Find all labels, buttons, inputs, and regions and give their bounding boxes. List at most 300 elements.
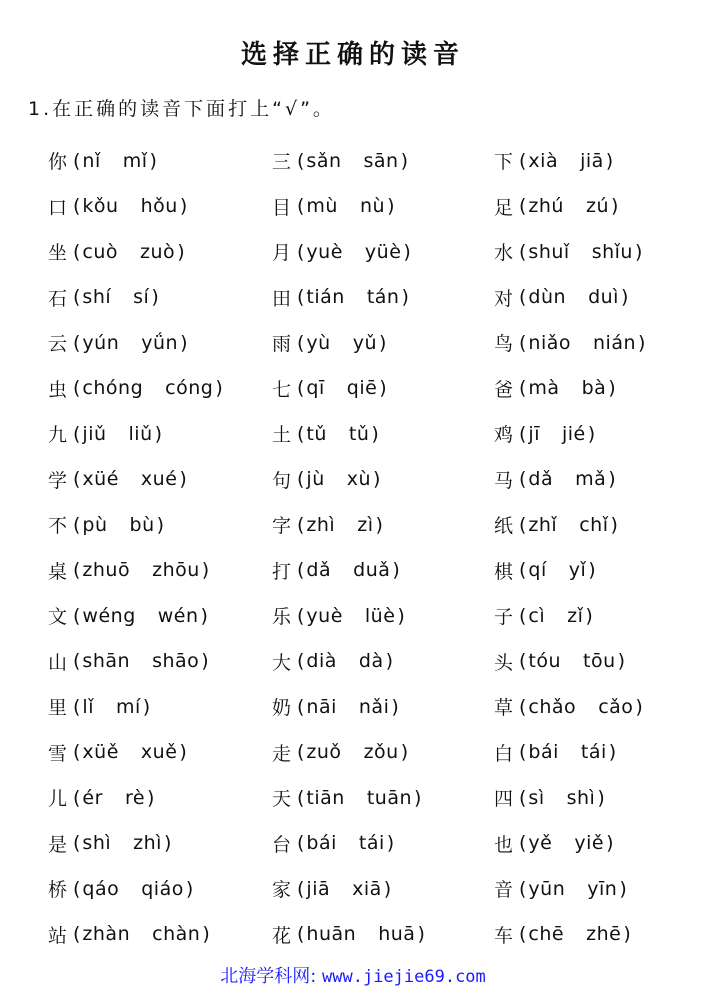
reading-option-b[interactable]: chàn [152,923,201,946]
open-paren: ( [73,786,81,809]
footer-site-name: 北海学科网: [220,966,317,987]
character: 走 [272,742,292,765]
open-paren: ( [297,832,305,855]
character: 四 [494,788,514,811]
reading-option-a[interactable]: sì [528,786,545,809]
reading-option-b[interactable]: bù [129,513,155,536]
character: 坐 [48,242,68,265]
pinyin-item [272,275,494,321]
character: 音 [494,879,514,902]
reading-option-b[interactable]: mǐ [122,149,148,172]
close-paren: ) [397,604,405,627]
pinyin-item [494,775,688,821]
pinyin-item [494,548,688,594]
close-paren: ) [400,149,409,172]
reading-option-b[interactable]: nǎi [358,695,390,718]
reading-option-b[interactable]: duǎ [353,559,391,582]
reading-option-a[interactable]: zhì [306,513,336,536]
character: 花 [272,924,292,947]
reading-option-a[interactable]: jù [306,468,325,491]
pinyin-item [494,730,688,776]
reading-option-b[interactable]: liǔ [128,422,153,445]
character: 学 [48,469,68,492]
open-paren: ( [519,286,527,309]
close-paren: ) [373,468,381,491]
pinyin-item [48,684,272,730]
close-paren: ) [608,741,617,764]
reading-option-b[interactable]: huā [378,923,416,946]
reading-option-a[interactable]: jiā [306,877,331,900]
reading-option-a[interactable]: bái [306,832,337,855]
open-paren: ( [519,695,527,718]
open-paren: ( [519,650,527,673]
character: 奶 [272,697,292,720]
reading-option-b[interactable]: xué [140,468,178,491]
character: 乐 [272,606,292,629]
reading-option-b[interactable]: xuě [140,741,178,764]
reading-option-b[interactable]: tǔ [348,422,370,445]
open-paren: ( [297,741,305,764]
reading-option-b[interactable]: sān [363,149,399,172]
character: 目 [272,196,292,219]
reading-option-a[interactable]: zhàn [82,923,131,946]
pinyin-item [48,366,272,412]
pinyin-item [272,411,494,457]
character: 站 [48,924,68,947]
character: 儿 [48,788,68,811]
pinyin-item [272,730,494,776]
close-paren: ) [385,650,394,673]
close-paren: ) [635,695,643,718]
open-paren: ( [519,331,527,354]
pinyin-item [48,821,272,867]
character: 大 [272,651,292,674]
open-paren: ( [297,513,305,536]
open-paren: ( [73,195,81,218]
open-paren: ( [73,604,81,627]
reading-option-a[interactable]: chóng [82,377,144,400]
open-paren: ( [73,923,81,946]
reading-option-b[interactable]: tuān [366,786,413,809]
reading-option-b[interactable]: mí [115,695,141,718]
reading-option-a[interactable]: dùn [528,286,567,309]
character: 对 [494,287,514,310]
pinyin-item [272,457,494,503]
reading-option-a[interactable]: nǐ [82,149,101,172]
character: 三 [272,151,292,174]
reading-option-b[interactable]: jié [561,422,586,445]
close-paren: ) [623,923,631,946]
reading-option-b[interactable]: zuò [140,240,176,263]
character: 天 [272,788,292,811]
open-paren: ( [297,559,305,582]
open-paren: ( [73,286,81,309]
open-paren: ( [73,331,81,354]
reading-option-b[interactable]: tái [358,832,385,855]
reading-option-a[interactable]: tiān [306,786,345,809]
reading-option-b[interactable]: shǐu [591,240,633,263]
character: 字 [272,515,292,538]
reading-option-b[interactable]: zú [585,195,609,218]
reading-option-b[interactable]: dà [358,650,384,673]
close-paren: ) [597,786,605,809]
reading-option-a[interactable]: tóu [528,650,562,673]
open-paren: ( [519,240,527,263]
open-paren: ( [519,741,527,764]
pinyin-item [272,138,494,184]
close-paren: ) [201,559,210,582]
character: 白 [494,742,514,765]
close-paren: ) [185,877,194,900]
reading-option-b[interactable]: bà [581,377,607,400]
close-paren: ) [617,650,626,673]
reading-option-b[interactable]: xù [346,468,372,491]
reading-option-a[interactable]: sǎn [306,149,342,172]
character: 月 [272,242,292,265]
reading-option-b[interactable]: nù [359,195,386,218]
close-paren: ) [638,331,646,354]
reading-option-a[interactable]: qī [306,377,325,400]
reading-option-b[interactable]: tái [580,741,607,764]
pinyin-item [48,457,272,503]
character: 是 [48,833,68,856]
reading-option-a[interactable]: dià [306,650,337,673]
pinyin-item [48,548,272,594]
pinyin-item [272,366,494,412]
close-paren: ) [619,877,627,900]
reading-option-a[interactable]: cì [528,604,546,627]
character: 口 [48,196,68,219]
close-paren: ) [387,195,395,218]
reading-option-b[interactable]: yīn [587,877,618,900]
open-paren: ( [519,832,527,855]
open-paren: ( [73,513,81,536]
pinyin-grid [48,138,688,957]
reading-option-a[interactable]: shì [82,832,112,855]
open-paren: ( [519,422,527,445]
close-paren: ) [179,195,188,218]
reading-option-a[interactable]: mà [528,377,560,400]
open-paren: ( [519,877,527,900]
character: 桌 [48,560,68,583]
close-paren: ) [605,149,614,172]
character: 头 [494,651,514,674]
pinyin-item [48,775,272,821]
open-paren: ( [73,877,81,900]
pinyin-item [494,366,688,412]
character: 纸 [494,515,514,538]
character: 家 [272,879,292,902]
reading-option-b[interactable]: qiē [346,377,378,400]
pinyin-item [494,457,688,503]
close-paren: ) [379,331,387,354]
character: 你 [48,151,68,174]
character: 也 [494,833,514,856]
reading-option-a[interactable]: yù [306,331,331,354]
reading-option-a[interactable]: chǎo [528,695,577,718]
pinyin-item [494,184,688,230]
pinyin-item [48,639,272,685]
reading-option-a[interactable]: shān [82,650,131,673]
footer-url[interactable]: www.jiejie69.com [322,967,486,987]
character: 土 [272,424,292,447]
reading-option-a[interactable]: xüé [82,468,119,491]
reading-option-a[interactable]: tǔ [306,422,327,445]
character: 子 [494,606,514,629]
reading-option-a[interactable]: xüě [82,741,119,764]
reading-option-a[interactable]: bái [528,741,559,764]
open-paren: ( [73,422,81,445]
reading-option-a[interactable]: kǒu [82,195,119,218]
open-paren: ( [297,240,305,263]
open-paren: ( [73,832,81,855]
reading-option-a[interactable]: yūn [528,877,566,900]
pinyin-item [48,502,272,548]
close-paren: ) [371,422,379,445]
reading-option-a[interactable]: qí [528,559,547,582]
close-paren: ) [383,877,392,900]
reading-option-a[interactable]: mù [306,195,338,218]
pinyin-item [494,912,688,958]
character: 云 [48,333,68,356]
reading-option-b[interactable]: chǐ [579,513,609,536]
reading-option-a[interactable]: zhuō [82,559,131,582]
close-paren: ) [179,468,187,491]
reading-option-a[interactable]: qáo [82,877,120,900]
close-paren: ) [215,377,223,400]
close-paren: ) [386,832,395,855]
close-paren: ) [588,559,596,582]
close-paren: ) [587,422,596,445]
reading-option-a[interactable]: pù [82,513,108,536]
pinyin-item [272,775,494,821]
close-paren: ) [608,468,616,491]
reading-option-a[interactable]: yě [528,832,553,855]
reading-option-b[interactable]: tán [366,286,400,309]
reading-option-a[interactable]: niǎo [528,331,572,354]
open-paren: ( [297,286,305,309]
character: 爸 [494,378,514,401]
reading-option-b[interactable]: lüè [364,604,396,627]
pinyin-item [494,866,688,912]
pinyin-item [272,593,494,639]
pinyin-item [494,411,688,457]
reading-option-a[interactable]: yuè [306,240,343,263]
open-paren: ( [73,377,81,400]
open-paren: ( [73,149,81,172]
character: 七 [272,378,292,401]
reading-option-b[interactable]: duì [588,286,619,309]
reading-option-a[interactable]: chē [528,923,565,946]
reading-option-b[interactable]: zì [357,513,374,536]
reading-option-b[interactable]: cóng [165,377,214,400]
close-paren: ) [202,923,210,946]
pinyin-item [48,411,272,457]
close-paren: ) [401,286,409,309]
open-paren: ( [73,741,81,764]
close-paren: ) [610,513,618,536]
close-paren: ) [585,604,593,627]
footer [0,962,706,988]
reading-option-b[interactable]: xiā [352,877,382,900]
open-paren: ( [73,650,81,673]
pinyin-item [272,229,494,275]
open-paren: ( [519,377,527,400]
character: 水 [494,242,514,265]
close-paren: ) [606,832,614,855]
close-paren: ) [147,786,155,809]
reading-option-b[interactable]: tōu [583,650,616,673]
reading-option-b[interactable]: zǒu [363,741,399,764]
reading-option-b[interactable]: yǐ [568,559,587,582]
reading-option-b[interactable]: zhì [133,832,162,855]
character: 雨 [272,333,292,356]
reading-option-a[interactable]: yún [82,331,120,354]
character: 里 [48,697,68,720]
open-paren: ( [297,468,305,491]
character: 桥 [48,879,68,902]
character: 马 [494,469,514,492]
close-paren: ) [154,422,163,445]
character: 棋 [494,560,514,583]
character: 雪 [48,742,68,765]
reading-option-a[interactable]: zuǒ [306,741,342,764]
close-paren: ) [177,240,185,263]
pinyin-item [494,593,688,639]
open-paren: ( [519,786,527,809]
close-paren: ) [400,741,409,764]
reading-option-a[interactable]: cuò [82,240,119,263]
open-paren: ( [73,695,81,718]
close-paren: ) [379,377,387,400]
reading-option-a[interactable]: shuǐ [528,240,570,263]
open-paren: ( [519,559,527,582]
reading-option-b[interactable]: cǎo [598,695,634,718]
reading-option-a[interactable]: zhú [528,195,564,218]
open-paren: ( [297,650,305,673]
character: 下 [494,151,514,174]
open-paren: ( [297,923,305,946]
character: 打 [272,560,292,583]
reading-option-b[interactable]: yǘn [141,331,179,354]
close-paren: ) [375,513,383,536]
close-paren: ) [180,331,188,354]
pinyin-item [48,730,272,776]
pinyin-item [494,138,688,184]
reading-option-a[interactable]: jī [528,422,540,445]
open-paren: ( [297,604,305,627]
reading-option-a[interactable]: shí [82,286,112,309]
reading-option-b[interactable]: yǔ [352,331,378,354]
pinyin-item [48,138,272,184]
reading-option-a[interactable]: lǐ [82,695,94,718]
open-paren: ( [73,240,81,263]
pinyin-item [494,684,688,730]
reading-option-a[interactable]: yuè [306,604,343,627]
character: 文 [48,606,68,629]
reading-option-b[interactable]: hǒu [140,195,178,218]
reading-option-b[interactable]: wén [157,604,199,627]
open-paren: ( [519,604,527,627]
pinyin-item [494,502,688,548]
close-paren: ) [392,559,400,582]
reading-option-a[interactable]: ér [82,786,103,809]
close-paren: ) [391,695,399,718]
close-paren: ) [200,604,208,627]
character: 足 [494,196,514,219]
close-paren: ) [156,513,165,536]
close-paren: ) [149,149,157,172]
character: 山 [48,651,68,674]
reading-option-b[interactable]: zhē [586,923,622,946]
reading-option-b[interactable]: yiě [574,832,605,855]
open-paren: ( [73,468,81,491]
open-paren: ( [519,149,527,172]
reading-option-b[interactable]: shāo [152,650,200,673]
reading-option-b[interactable]: shì [566,786,596,809]
reading-option-a[interactable]: jiǔ [82,422,107,445]
close-paren: ) [201,650,209,673]
close-paren: ) [151,286,159,309]
open-paren: ( [297,149,305,172]
pinyin-item [494,821,688,867]
close-paren: ) [142,695,151,718]
character: 台 [272,833,292,856]
pinyin-item [494,320,688,366]
reading-option-a[interactable]: wéng [82,604,136,627]
pinyin-item [272,502,494,548]
open-paren: ( [519,195,527,218]
reading-option-b[interactable]: yüè [364,240,402,263]
reading-option-a[interactable]: nāi [306,695,337,718]
reading-option-a[interactable]: dǎ [528,468,554,491]
pinyin-item [272,684,494,730]
reading-option-a[interactable]: tián [306,286,345,309]
pinyin-item [48,866,272,912]
reading-option-b[interactable]: mǎ [575,468,607,491]
pinyin-item [272,184,494,230]
reading-option-a[interactable]: huān [306,923,357,946]
reading-option-b[interactable]: rè [124,786,146,809]
pinyin-item [272,821,494,867]
open-paren: ( [519,513,527,536]
reading-option-b[interactable]: sí [133,286,150,309]
instruction-text: 1.在正确的读音下面打上“√”。 [28,98,335,120]
reading-option-a[interactable]: zhǐ [528,513,558,536]
reading-option-b[interactable]: zǐ [567,604,584,627]
reading-option-a[interactable]: dǎ [306,559,332,582]
reading-option-b[interactable]: jiā [580,149,604,172]
close-paren: ) [611,195,619,218]
reading-option-b[interactable]: nián [593,331,637,354]
character: 鸟 [494,333,514,356]
open-paren: ( [297,422,305,445]
reading-option-a[interactable]: xià [528,149,559,172]
open-paren: ( [297,377,305,400]
character: 不 [48,515,68,538]
reading-option-b[interactable]: qiáo [141,877,184,900]
pinyin-item [48,184,272,230]
open-paren: ( [297,695,305,718]
pinyin-item [272,866,494,912]
character: 九 [48,424,68,447]
character: 句 [272,469,292,492]
close-paren: ) [163,832,172,855]
reading-option-b[interactable]: zhōu [152,559,200,582]
close-paren: ) [179,741,187,764]
pinyin-item [48,912,272,958]
pinyin-item [494,275,688,321]
